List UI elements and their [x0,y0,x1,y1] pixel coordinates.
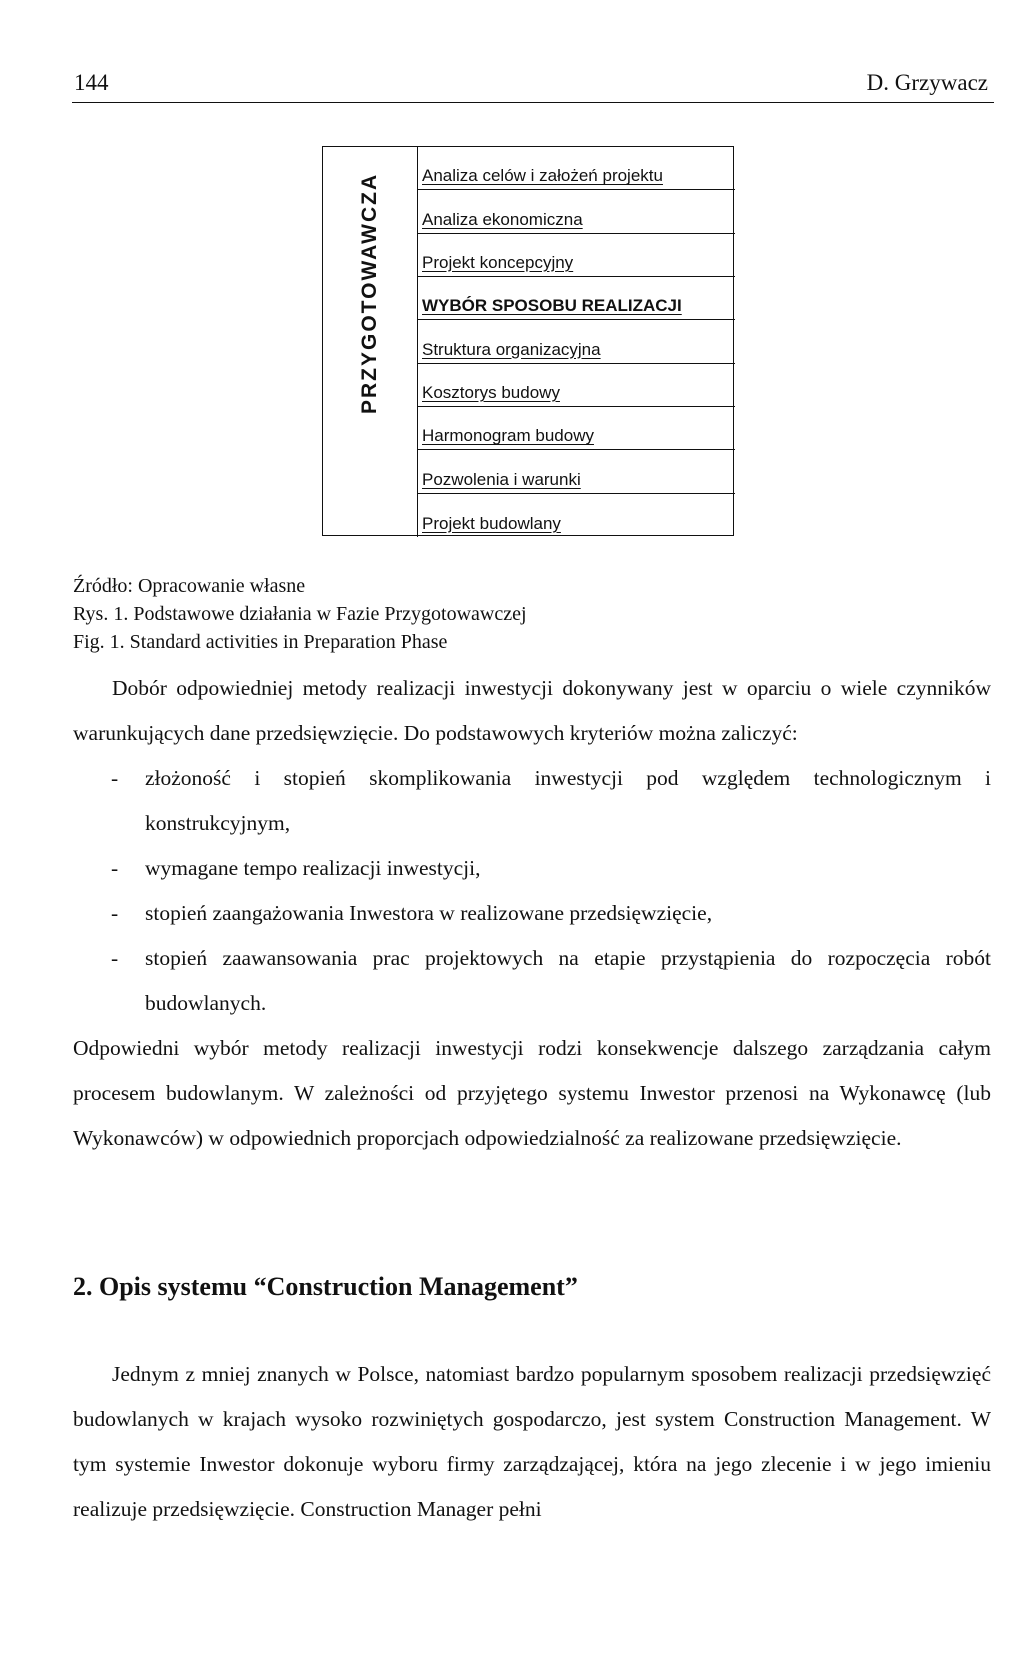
figure-caption-en: Fig. 1. Standard activities in Preparation Phase [73,631,448,653]
list-item-text: wymagane tempo realizacji inwestycji, [145,856,481,880]
header-rule [72,102,994,103]
figure-caption-pl: Rys. 1. Podstawowe działania w Fazie Przygotowawczej [73,603,527,625]
figure-captions [73,572,527,656]
list-item-text: złożoność i stopień skomplikowania inwestycji pod względem technologicznym i konstrukcyjnym, [145,766,991,835]
list-dash: - [111,946,119,970]
activity-box: Harmonogram budowy [418,407,735,450]
figure-source: Źródło: Opracowanie własne [73,575,306,597]
list-dash: - [111,766,119,790]
activity-list [417,147,735,537]
list-item [73,756,991,846]
body-text-block-2 [73,1352,991,1532]
list-item-text: stopień zaangażowania Inwestora w realizowane przedsięwzięcie, [145,901,713,925]
paragraph: Dobór odpowiedniej metody realizacji inwestycji dokonywany jest w oparciu o wiele czynników warunkujących dane przedsięwzięcie. Do podstawowych kryteriów można zaliczyć: [73,676,991,745]
list-dash: - [111,856,119,880]
activity-box: Projekt budowlany [422,513,561,533]
activity-box: Pozwolenia i warunki [418,450,735,493]
list-dash: - [111,901,119,925]
list-item [73,936,991,1026]
phase-label: PRZYGOTOWAWCZA [358,173,381,415]
activity-box-highlighted: WYBÓR SPOSOBU REALIZACJI [418,277,735,320]
list-item-text: stopień zaawansowania prac projektowych na etapie przystąpienia do rozpoczęcia robót budowlanych. [145,946,991,1015]
phase-column [323,147,417,535]
list-item [73,846,991,891]
criteria-list [73,756,991,1026]
running-head-author: D. Grzywacz [866,70,988,95]
activity-box: Struktura organizacyjna [418,320,735,363]
section-heading: 2. Opis systemu “Construction Management” [73,1272,578,1301]
paragraph: Jednym z mniej znanych w Polsce, natomiast bardzo popularnym sposobem realizacji przedsięwzięć budowlanych w krajach wysoko rozwiniętych gospodarczo, jest system Construction Management. W tym systemie Inwestor dokonuje wyboru firmy zarządzającej, która na jego zlecenie i w jego imieniu realizuje przedsięwzięcie. Construction Manager pełni [73,1362,991,1521]
phase-activities-figure [322,146,734,536]
activity-box: Analiza ekonomiczna [418,190,735,233]
paragraph: Odpowiedni wybór metody realizacji inwestycji rodzi konsekwencje dalszego zarządzania całym procesem budowlanym. W zależności od przyjętego systemu Inwestor przenosi na Wykonawcę (lub Wykonawców) w odpowiednich proporcjach odpowiedzialność za realizowane przedsięwzięcie. [73,1036,991,1150]
body-text-block-1 [73,666,991,1161]
activity-box: Kosztorys budowy [418,364,735,407]
activity-box: Analiza celów i założeń projektu [418,147,735,190]
activity-box: Projekt koncepcyjny [418,234,735,277]
page-number: 144 [74,70,109,95]
list-item [73,891,991,936]
